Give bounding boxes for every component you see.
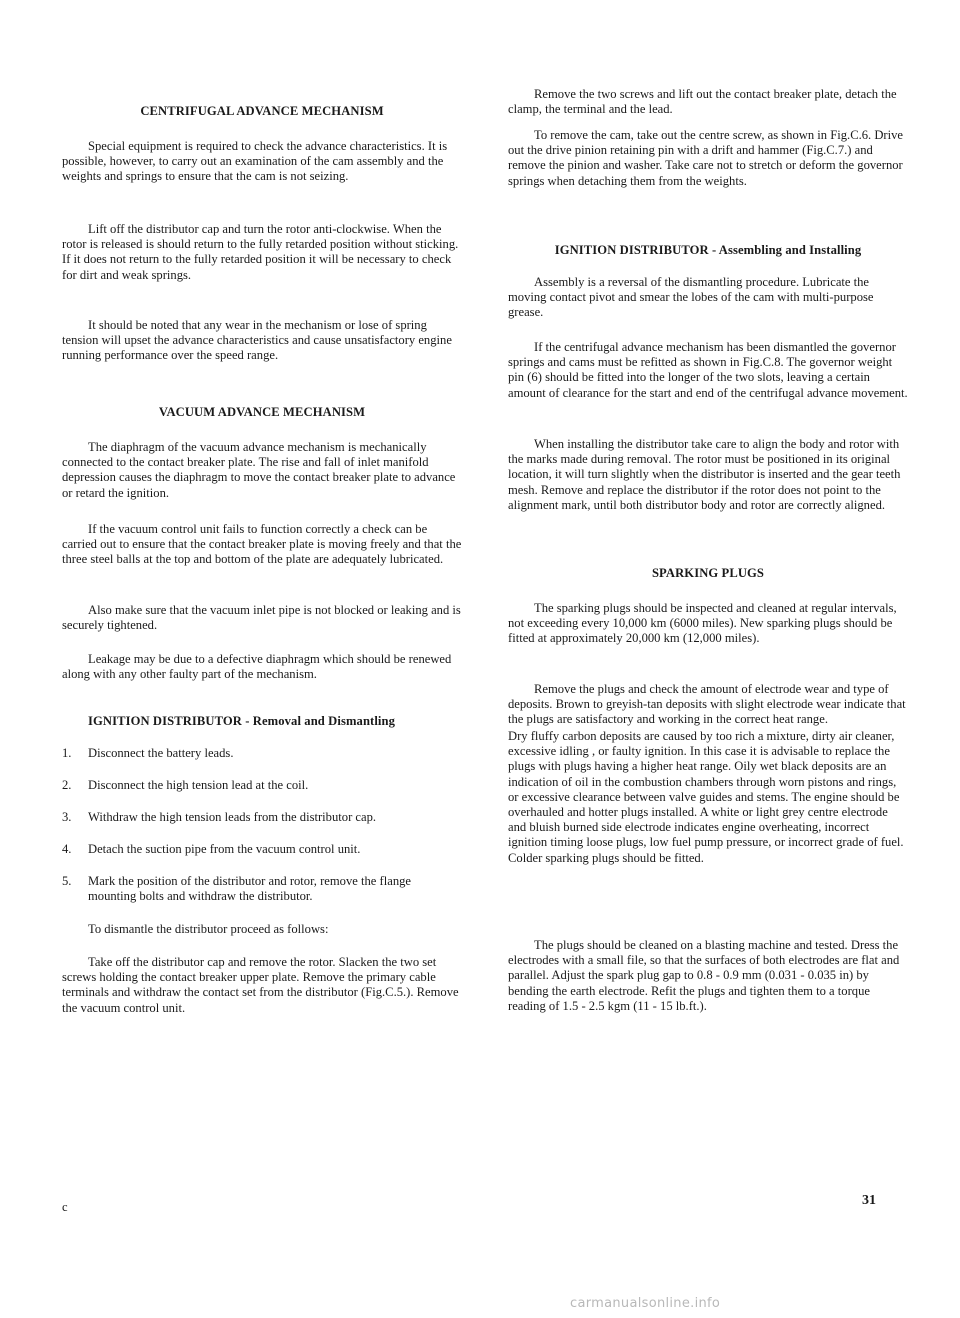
list-item — [62, 842, 462, 857]
paragraph-centrifugal-3: It should be noted that any wear in the mechanism or lose of spring tension will upset the advance characteristics and cause unsatisfactory engine running performance over the speed range. — [62, 318, 452, 363]
paragraph-vacuum-2: If the vacuum control unit fails to function correctly a check can be carried out to ensure that the contact breaker plate is moving freely and that the three steel balls at the top and bottom of the plate are adequately lubricated. — [62, 522, 462, 567]
paragraph-remove-screws: Remove the two screws and lift out the contact breaker plate, detach the clamp, the terminal and the lead. — [508, 87, 897, 117]
list-item-number: 5. — [62, 874, 72, 888]
heading-main: IGNITION DISTRIBUTOR — [554, 243, 709, 257]
paragraph-vacuum-1: The diaphragm of the vacuum advance mechanism is mechanically connected to the contact breaker plate. The rise and fall of inlet manifold depression causes the diaphragm to move the contact breaker plate to advance or retard the ignition. — [62, 440, 456, 500]
heading-ignition-removal — [88, 714, 488, 729]
paragraph-dismantle-steps: Take off the distributor cap and remove the rotor. Slacken the two set screws holding the contact breaker upper plate. Remove the primary cable terminals and withdraw the contact set from the distributor (Fig.C.5.). Remove the vacuum control unit. — [62, 955, 459, 1015]
list-item-number: 4. — [62, 842, 72, 856]
list-item-text: Detach the suction pipe from the vacuum control unit. — [88, 842, 361, 856]
list-item-number: 2. — [62, 778, 72, 792]
paragraph-vacuum-4: Leakage may be due to a defective diaphragm which should be renewed along with any other faulty part of the mechanism. — [62, 652, 452, 682]
list-item-text: Disconnect the battery leads. — [88, 746, 234, 760]
list-item — [62, 746, 462, 761]
heading-vacuum-advance: VACUUM ADVANCE MECHANISM — [158, 405, 366, 419]
list-item-text: Mark the position of the distributor and rotor, remove the flange mounting bolts and withdraw the distributor. — [88, 874, 412, 904]
heading-centrifugal-advance: CENTRIFUGAL ADVANCE MECHANISM — [140, 104, 384, 118]
list-item — [62, 810, 462, 825]
paragraph-centrifugal-2: Lift off the distributor cap and turn the rotor anti-clockwise. When the rotor is released is should return to the fully retarded position without sticking. If it does not return to the fully retarded position it will be necessary to check for dirt and weak springs. — [62, 222, 459, 282]
paragraph-vacuum-3: Also make sure that the vacuum inlet pipe is not blocked or leaking and is securely tightened. — [62, 603, 461, 633]
list-item — [62, 874, 462, 904]
paragraph-plugs-1: The sparking plugs should be inspected and cleaned at regular intervals, not exceeding every 10,000 km (6000 miles). New sparking plugs should be fitted at approximately 20,000 km (12,000 miles). — [508, 601, 897, 646]
heading-main: IGNITION DISTRIBUTOR — [88, 714, 242, 728]
watermark: carmanualsonline.info — [570, 1296, 721, 1311]
list-item-text: Withdraw the high tension leads from the distributor cap. — [88, 810, 377, 824]
heading-sub: - Removal and Dismantling — [242, 714, 396, 728]
list-item-number: 1. — [62, 746, 72, 760]
paragraph-plugs-2b: Dry fluffy carbon deposits are caused by too rich a mixture, dirty air cleaner, excessive idling , or faulty ignition. In this case it is advisable to replace the plugs with plugs having a higher heat range. Oily wet black deposits are an indication of oil in the combustion chambers through worn pistons and rings, or excessive clearance between valve guides and stems. The engine should be overhauled and hotter plugs installed. A white or light grey centre electrode and bluish burned side electrode indicates engine overheating, incorrect ignition timing loose plugs, low fuel pump pressure, or incorrect grade of fuel. Colder sparking plugs should be fitted. — [508, 729, 904, 865]
heading-sparking-plugs: SPARKING PLUGS — [651, 566, 765, 580]
list-item-number: 3. — [62, 810, 72, 824]
list-item — [62, 778, 462, 793]
list-item-text: Disconnect the high tension lead at the coil. — [88, 778, 309, 792]
paragraph-plugs-2: Remove the plugs and check the amount of electrode wear and type of deposits. Brown to greyish-tan deposits with slight electrode wear indicate that the plugs are satisfactory and working in the correct heat range. — [508, 682, 906, 727]
paragraph-assembling-1: Assembly is a reversal of the dismantling procedure. Lubricate the moving contact pivot and smear the lobes of the cam with multi-purpose grease. — [508, 275, 874, 320]
page-number: 31 — [862, 1193, 876, 1208]
paragraph-assembling-2: If the centrifugal advance mechanism has been dismantled the governor springs and cams must be refitted as shown in Fig.C.8. The governor weight pin (6) should be fitted into the longer of the two slots, leaving a certain amount of clearance for the start and end of the centrifugal advance movement. — [508, 340, 908, 400]
paragraph-centrifugal-1: Special equipment is required to check the advance characteristics. It is possible, however, to carry out an examination of the cam assembly and the weights and springs to ensure that the cam is not seizing. — [62, 139, 448, 184]
heading-sub: - Assembling and Installing — [708, 243, 862, 257]
paragraph-plugs-3: The plugs should be cleaned on a blasting machine and tested. Dress the electrodes with a small file, so that the surfaces of both electrodes are flat and parallel. Adjust the spark plug gap to 0.8 - 0.9 mm (0.031 - 0.035 in) by bending the earth electrode. Refit the plugs and tighten them to a torque reading of 1.5 - 2.5 kgm (11 - 15 lb.ft.). — [508, 938, 900, 1013]
paragraph-assembling-3: When installing the distributor take care to align the body and rotor with the marks made during removal. The rotor must be positioned in its original location, it will turn slightly when the distributor is inserted and the gear teeth mesh. Remove and replace the distributor if the rotor does not point to the alignment mark, until both distributor body and rotor are correctly aligned. — [508, 437, 901, 512]
heading-ignition-assembling — [508, 243, 908, 258]
footer-mark: c — [62, 1200, 68, 1214]
paragraph-dismantle-intro: To dismantle the distributor proceed as follows: — [88, 922, 329, 936]
paragraph-remove-cam: To remove the cam, take out the centre screw, as shown in Fig.C.6. Drive out the drive pinion retaining pin with a drift and hammer (Fig.C.7.) and remove the pinion and washer. Take care not to stretch or deform the governor springs when detaching them from the weights. — [508, 128, 904, 188]
